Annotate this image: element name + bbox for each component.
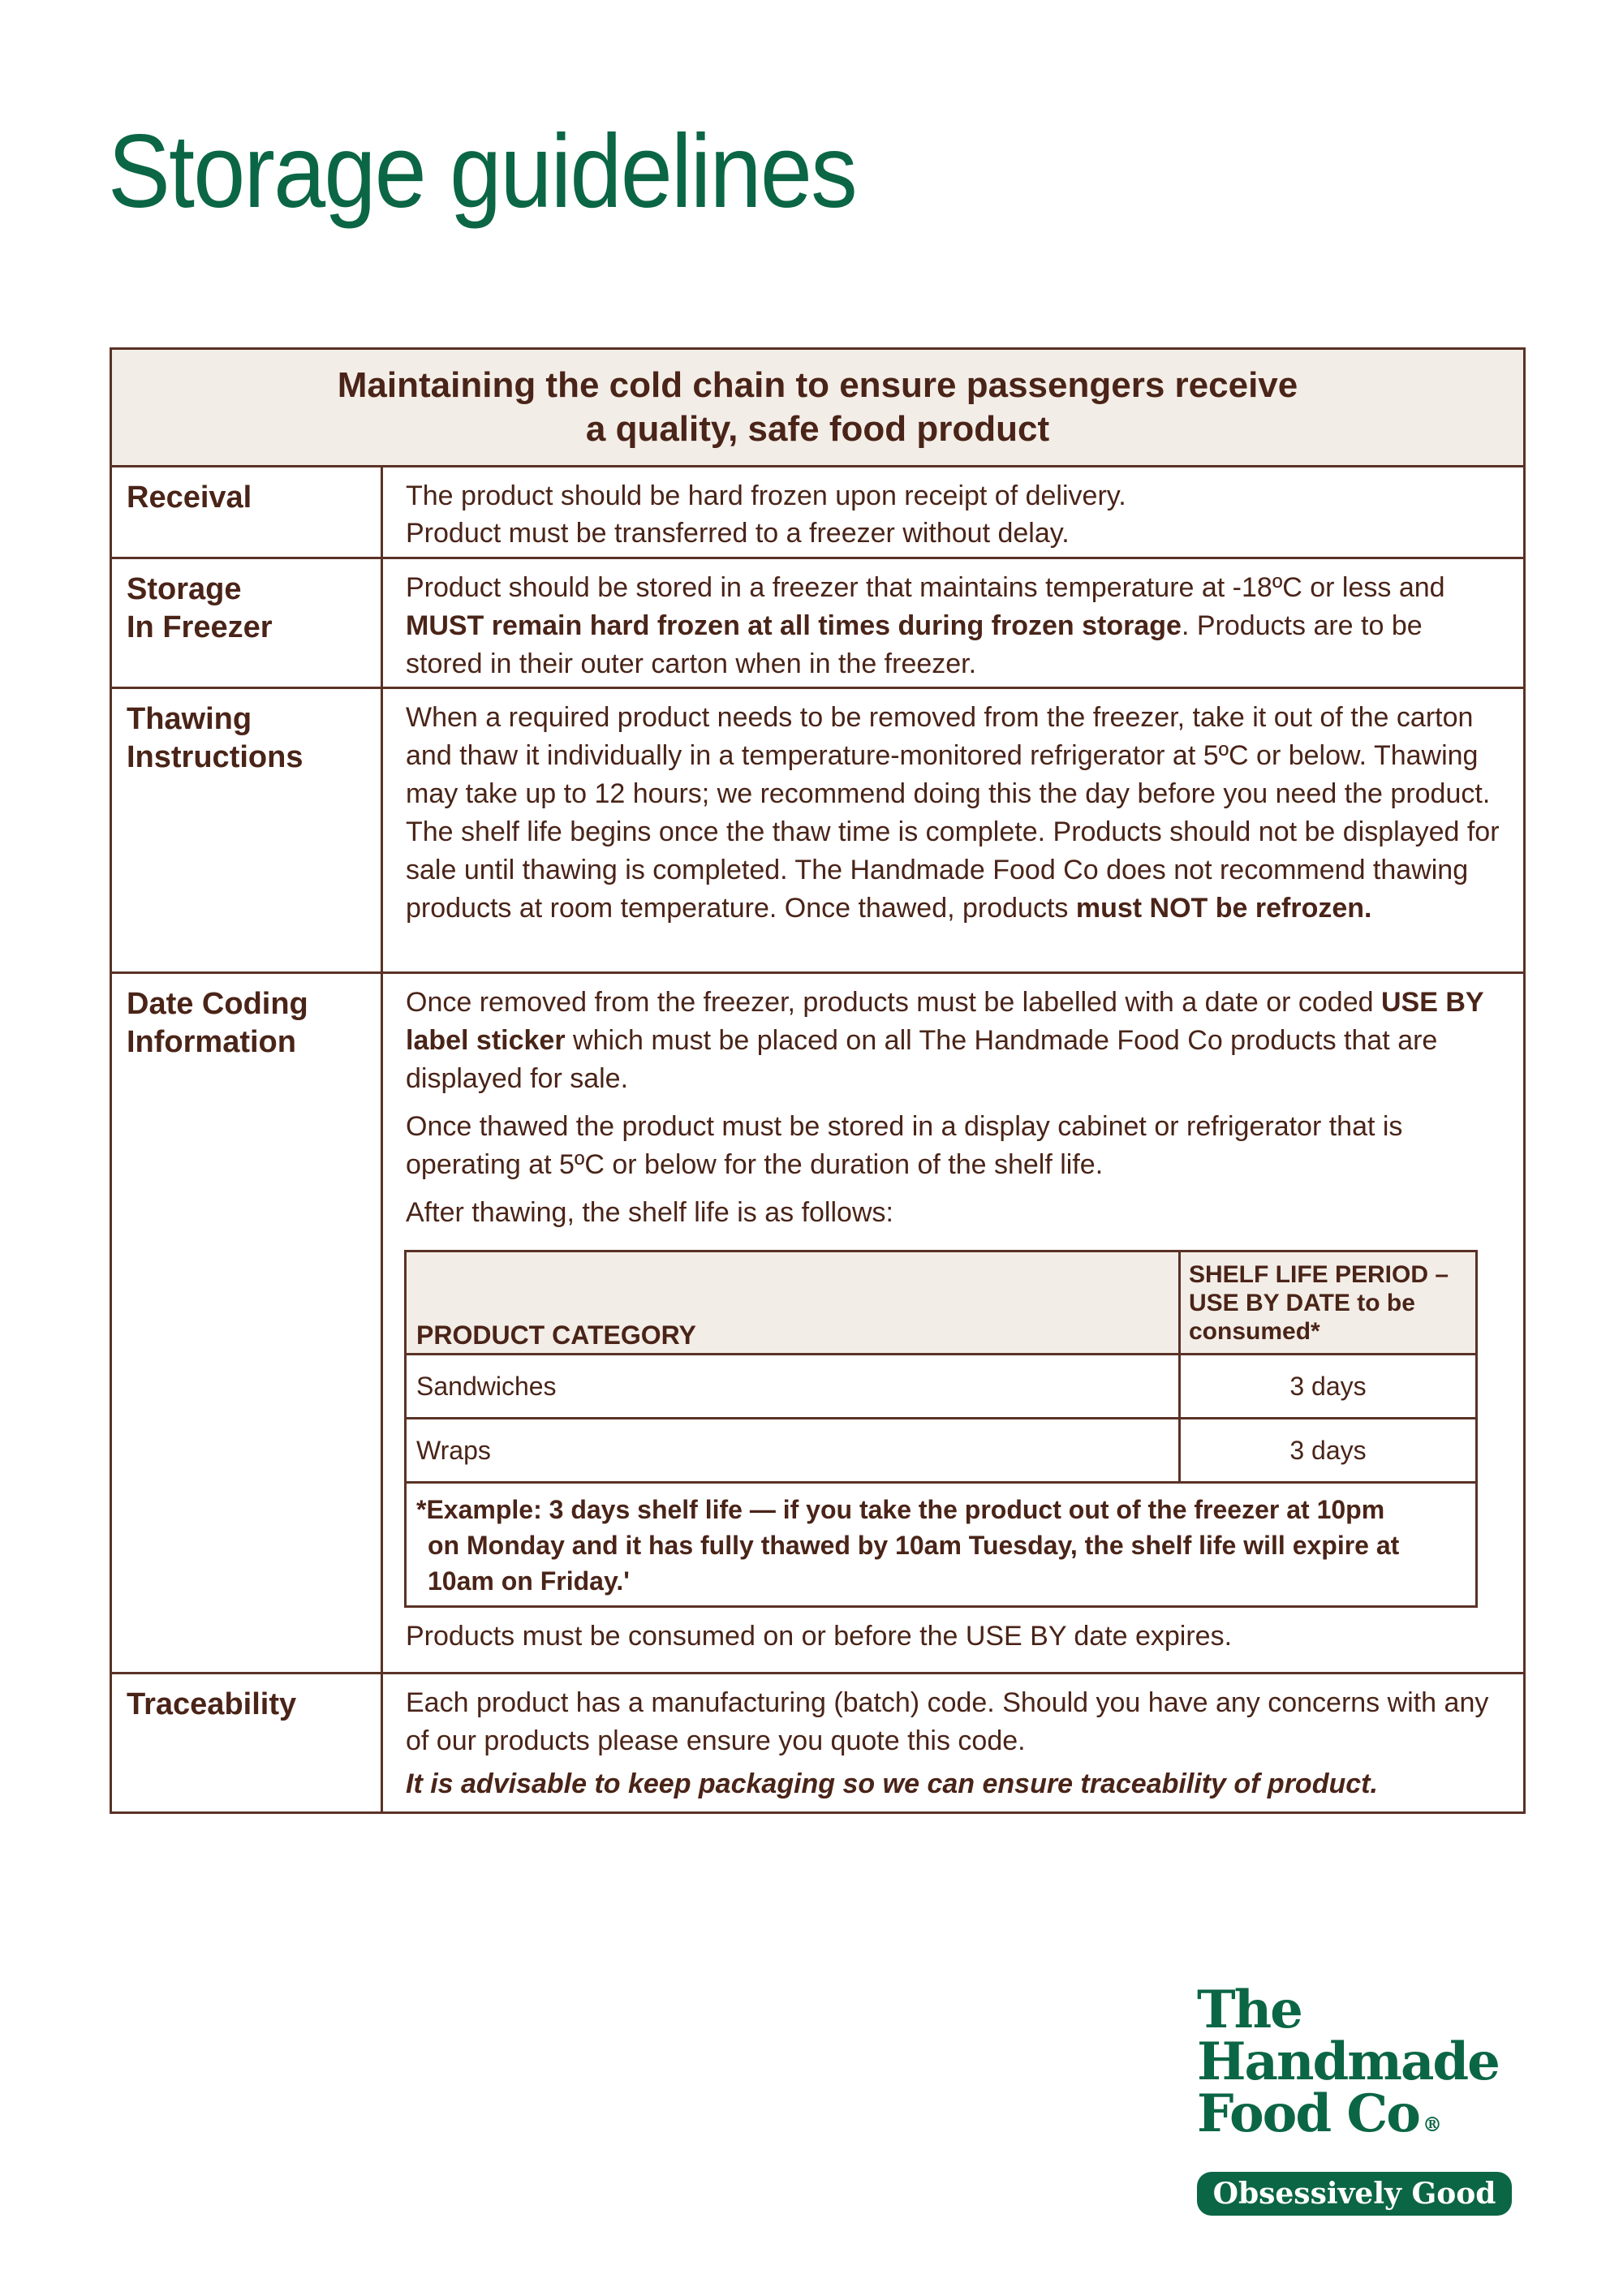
- shelf-life-row: [407, 1355, 1475, 1419]
- logo-line-1: The: [1197, 1979, 1302, 2040]
- col-header-product-category: PRODUCT CATEGORY: [407, 1252, 1181, 1353]
- row-label-text: Instructions: [127, 740, 304, 774]
- cold-chain-table: [110, 347, 1526, 1814]
- table-header-line-2: a quality, safe food product: [585, 409, 1050, 449]
- receival-text-2: Product must be transferred to a freezer without delay.: [406, 518, 1070, 549]
- row-label: [112, 1674, 383, 1811]
- row-body: [383, 467, 1523, 557]
- emphasis-text: must NOT be refrozen.: [1075, 893, 1372, 924]
- shelf-life-row: [407, 1419, 1475, 1484]
- table-row-receival: [112, 467, 1523, 559]
- receival-text-1: The product should be hard frozen upon receipt of delivery.: [406, 480, 1126, 511]
- emphasis-text: USE BY label sticker: [406, 987, 1483, 1056]
- table-header: [112, 350, 1523, 467]
- note-line-rest: on Monday and it has fully thawed by 10am Tuesday, the shelf life will expire at 10am on Friday.': [428, 1531, 1400, 1596]
- thawing-text: [406, 699, 1500, 928]
- table-row-date-coding: [112, 974, 1523, 1674]
- row-body: [383, 689, 1523, 971]
- date-coding-para-1: [406, 984, 1500, 1098]
- row-label-text: Storage: [127, 572, 242, 606]
- date-coding-para-2: Once thawed the product must be stored in a display cabinet or refrigerator that is operating at 5ºC or below for the duration of the shelf life.: [406, 1111, 1403, 1180]
- logo-tagline: Obsessively Good: [1197, 2172, 1512, 2216]
- traceability-text-2: It is advisable to keep packaging so we can ensure traceability of product.: [406, 1768, 1378, 1799]
- note-line-1: *Example: 3 days shelf life — if you take the product out of the freezer at 10pm: [416, 1495, 1385, 1524]
- row-label-text: Traceability: [127, 1687, 297, 1721]
- row-label-text: Information: [127, 1025, 296, 1059]
- table-header-line-1: Maintaining the cold chain to ensure passengers receive: [337, 365, 1298, 405]
- text-span: Once removed from the freezer, products must be labelled with a date or coded: [406, 987, 1381, 1018]
- date-coding-para-3: After thawing, the shelf life is as follows:: [406, 1197, 893, 1228]
- logo-line-3: [1197, 2083, 1530, 2151]
- storage-text: [406, 569, 1500, 683]
- product-category-cell: Wraps: [407, 1419, 1181, 1481]
- row-body: [383, 559, 1523, 687]
- text-span: When a required product needs to be removed from the freezer, take it out of the carton and thaw it individually in a temperature-monitored refrigerator at 5ºC or below. Thawing may take up to 12 hours; we recommend doing this the day before you need the product. The shelf life begins once the thaw time is complete. Products should not be displayed for sale until thawing is completed. The Handmade Food Co does not recommend thawing products at room temperature. Once thawed, products: [406, 702, 1500, 924]
- col-header-shelf-life: SHELF LIFE PERIOD – USE BY DATE to be consumed*: [1189, 1261, 1449, 1345]
- text-span: Product should be stored in a freezer that maintains temperature at -18ºC or less and: [406, 572, 1445, 603]
- registered-mark-icon: ®: [1422, 2113, 1440, 2136]
- shelf-life-table-header: [407, 1252, 1475, 1355]
- emphasis-text: MUST remain hard frozen at all times during frozen storage: [406, 610, 1182, 641]
- logo-line-2: Handmade: [1197, 2031, 1499, 2092]
- text-span: . Products are to be stored in their outer carton when in the freezer.: [406, 610, 1423, 679]
- shelf-life-table: [404, 1250, 1478, 1608]
- logo-line-3-text: Food Co: [1197, 2083, 1419, 2144]
- shelf-life-cell: 3 days: [1289, 1435, 1367, 1465]
- row-body: [383, 974, 1523, 1672]
- table-row-storage: [112, 559, 1523, 689]
- table-row-thawing: [112, 689, 1523, 974]
- row-label-text: Receival: [127, 480, 252, 515]
- row-label: [112, 689, 383, 971]
- row-label-text: Date Coding: [127, 987, 308, 1021]
- row-label-text: Thawing: [127, 702, 252, 736]
- page-title: Storage guidelines: [108, 114, 856, 230]
- table-row-traceability: [112, 1674, 1523, 1811]
- row-body: [383, 1674, 1523, 1811]
- row-label: [112, 974, 383, 1672]
- shelf-life-cell: 3 days: [1289, 1371, 1367, 1401]
- row-label: [112, 467, 383, 557]
- shelf-life-example-note: [407, 1484, 1475, 1605]
- traceability-text-1: Each product has a manufacturing (batch) code. Should you have any concerns with any of our products please ensure you quote this code.: [406, 1687, 1489, 1756]
- row-label: [112, 559, 383, 687]
- product-category-cell: Sandwiches: [407, 1355, 1181, 1417]
- text-span: which must be placed on all The Handmade Food Co products that are displayed for sale.: [406, 1025, 1438, 1094]
- brand-logo: [1197, 1979, 1530, 2216]
- date-coding-para-4: Products must be consumed on or before the USE BY date expires.: [406, 1621, 1233, 1652]
- row-label-text: In Freezer: [127, 610, 273, 644]
